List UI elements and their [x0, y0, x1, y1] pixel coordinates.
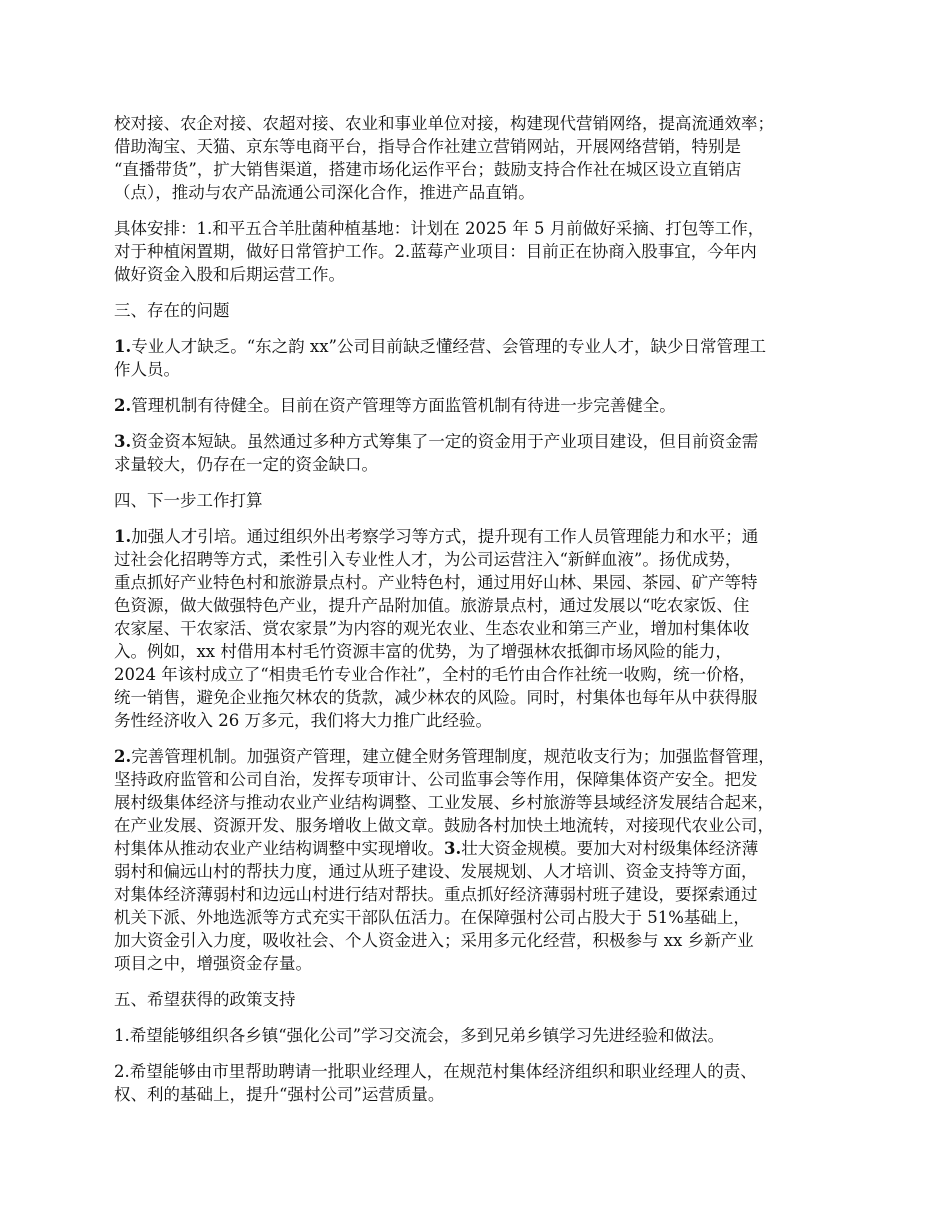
line: 机关下派、外地选派等方式充实干部队伍活力。在保障强村公司占股大于 51%基础上， — [114, 908, 750, 927]
section-heading-policy — [114, 988, 855, 1011]
line: 在产业发展、资源开发、服务增收上做文章。鼓励各村加快土地流转，对接现代农业公司， — [114, 816, 774, 835]
item-number: 3. — [114, 432, 132, 451]
line: 加强人才引培。通过组织外出考察学习等方式，提升现有工作人员管理能力和水平；通 — [131, 527, 759, 546]
problem-item-2 — [114, 394, 855, 417]
line: 对于种植闲置期，做好日常管护工作。2.蓝莓产业项目：目前正在协商入股事宜，今年内 — [114, 242, 757, 261]
heading-text: 五、希望获得的政策支持 — [114, 990, 296, 1009]
line: 1.希望能够组织各乡镇“强化公司”学习交流会，多到兄弟乡镇学习先进经验和做法。 — [114, 1026, 725, 1045]
problem-item-1 — [114, 335, 855, 381]
line: 入。例如，xx 村借用本村毛竹资源丰富的优势，为了增强林农抵御市场风险的能力， — [114, 642, 732, 661]
item-number: 2. — [114, 747, 132, 766]
line: 展村级集体经济与推动农业产业结构调整、工业发展、乡村旅游等县域经济发展结合起来， — [114, 793, 774, 812]
line: 对集体经济薄弱村和边远山村进行结对帮扶。重点抓好经济薄弱村班子建设，要探索通过 — [114, 885, 758, 904]
line: 要加大对村级集体经济薄 — [576, 839, 759, 858]
item-number: 2. — [114, 396, 132, 415]
line: “直播带货”，扩大销售渠道，搭建市场化运作平台；鼓励支持合作社在城区设立直销店 — [114, 160, 742, 179]
item-number: 3. — [444, 839, 462, 858]
paragraph-arrangement — [114, 217, 855, 286]
line: 色资源，做大做强特色产业，提升产品附加值。旅游景点村，通过发展以“吃农家饭、住 — [114, 596, 750, 615]
line: 村集体从推动农业产业结构调整中实现增收。 — [114, 839, 444, 858]
line: 具体安排：1.和平五合羊肚菌种植基地：计划在 2025 年 5 月前做好采摘、打包等工作， — [114, 219, 765, 238]
heading-text: 三、存在的问题 — [114, 301, 230, 320]
paragraph-marketing — [114, 112, 855, 204]
line: 做好资金入股和后期运营工作。 — [114, 265, 345, 284]
line: 借助淘宝、天猫、京东等电商平台，指导合作社建立营销网站，开展网络营销，特别是 — [114, 137, 741, 156]
inline-title: 壮大资金规模。 — [461, 839, 577, 858]
policy-item-1 — [114, 1024, 855, 1047]
line: 权、利的基础上，提升“强村公司”运营质量。 — [114, 1085, 445, 1104]
line: 作人员。 — [114, 360, 180, 379]
line: 农家屋、干农家活、赏农家景”为内容的观光农业、生态农业和第三产业，增加村集体收 — [114, 619, 750, 638]
section-heading-problems — [114, 299, 855, 322]
line: 2.希望能够由市里帮助聘请一批职业经理人，在规范村集体经济组织和职业经理人的责、 — [114, 1062, 757, 1081]
line: 项目之中，增强资金存量。 — [114, 954, 312, 973]
section-heading-next-steps — [114, 489, 855, 512]
line: 完善管理机制。加强资产管理，建立健全财务管理制度，规范收支行为；加强监督管理， — [131, 747, 775, 766]
line: 重点抓好产业特色村和旅游景点村。产业特色村，通过用好山林、果园、茶园、矿产等特 — [114, 573, 758, 592]
line: 过社会化招聘等方式，柔性引入专业性人才，为公司运营注入“新鲜血液”。扬优成势， — [114, 550, 742, 569]
line: 弱村和偏远山村的帮扶力度，通过从班子建设、发展规划、人才培训、资金支持等方面， — [114, 862, 758, 881]
line: 资金资本短缺。虽然通过多种方式筹集了一定的资金用于产业项目建设，但目前资金需 — [131, 432, 759, 451]
line: 管理机制有待健全。目前在资产管理等方面监管机制有待进一步完善健全。 — [131, 396, 676, 415]
line: （点），推动与农产品流通公司深化合作，推进产品直销。 — [114, 183, 535, 202]
line: 校对接、农企对接、农超对接、农业和事业单位对接，构建现代营销网络，提高流通效率； — [114, 114, 774, 133]
heading-text: 四、下一步工作打算 — [114, 491, 263, 510]
line: 坚持政府监管和公司自治，发挥专项审计、公司监事会等作用，保障集体资产安全。把发 — [114, 770, 758, 789]
item-number: 1. — [114, 527, 132, 546]
line: 统一销售，避免企业拖欠林农的货款，减少林农的风险。同时，村集体也每年从中获得服 — [114, 688, 758, 707]
problem-item-3 — [114, 430, 855, 476]
line: 求量较大，仍存在一定的资金缺口。 — [114, 455, 378, 474]
item-number: 1. — [114, 337, 132, 356]
line: 加大资金引入力度，吸收社会、个人资金进入；采用多元化经营，积极参与 xx 乡新产业 — [114, 931, 754, 950]
policy-item-2 — [114, 1060, 855, 1106]
plan-item-2 — [114, 745, 855, 975]
line: 2024 年该村成立了“相贵毛竹专业合作社”，全村的毛竹由合作社统一收购，统一价格， — [114, 665, 756, 684]
line: 专业人才缺乏。“东之韵 xx”公司目前缺乏懂经营、会管理的专业人才，缺少日常管理工 — [131, 337, 766, 356]
line: 务性经济收入 26 万多元，我们将大力推广此经验。 — [114, 711, 492, 730]
plan-item-1 — [114, 525, 855, 732]
